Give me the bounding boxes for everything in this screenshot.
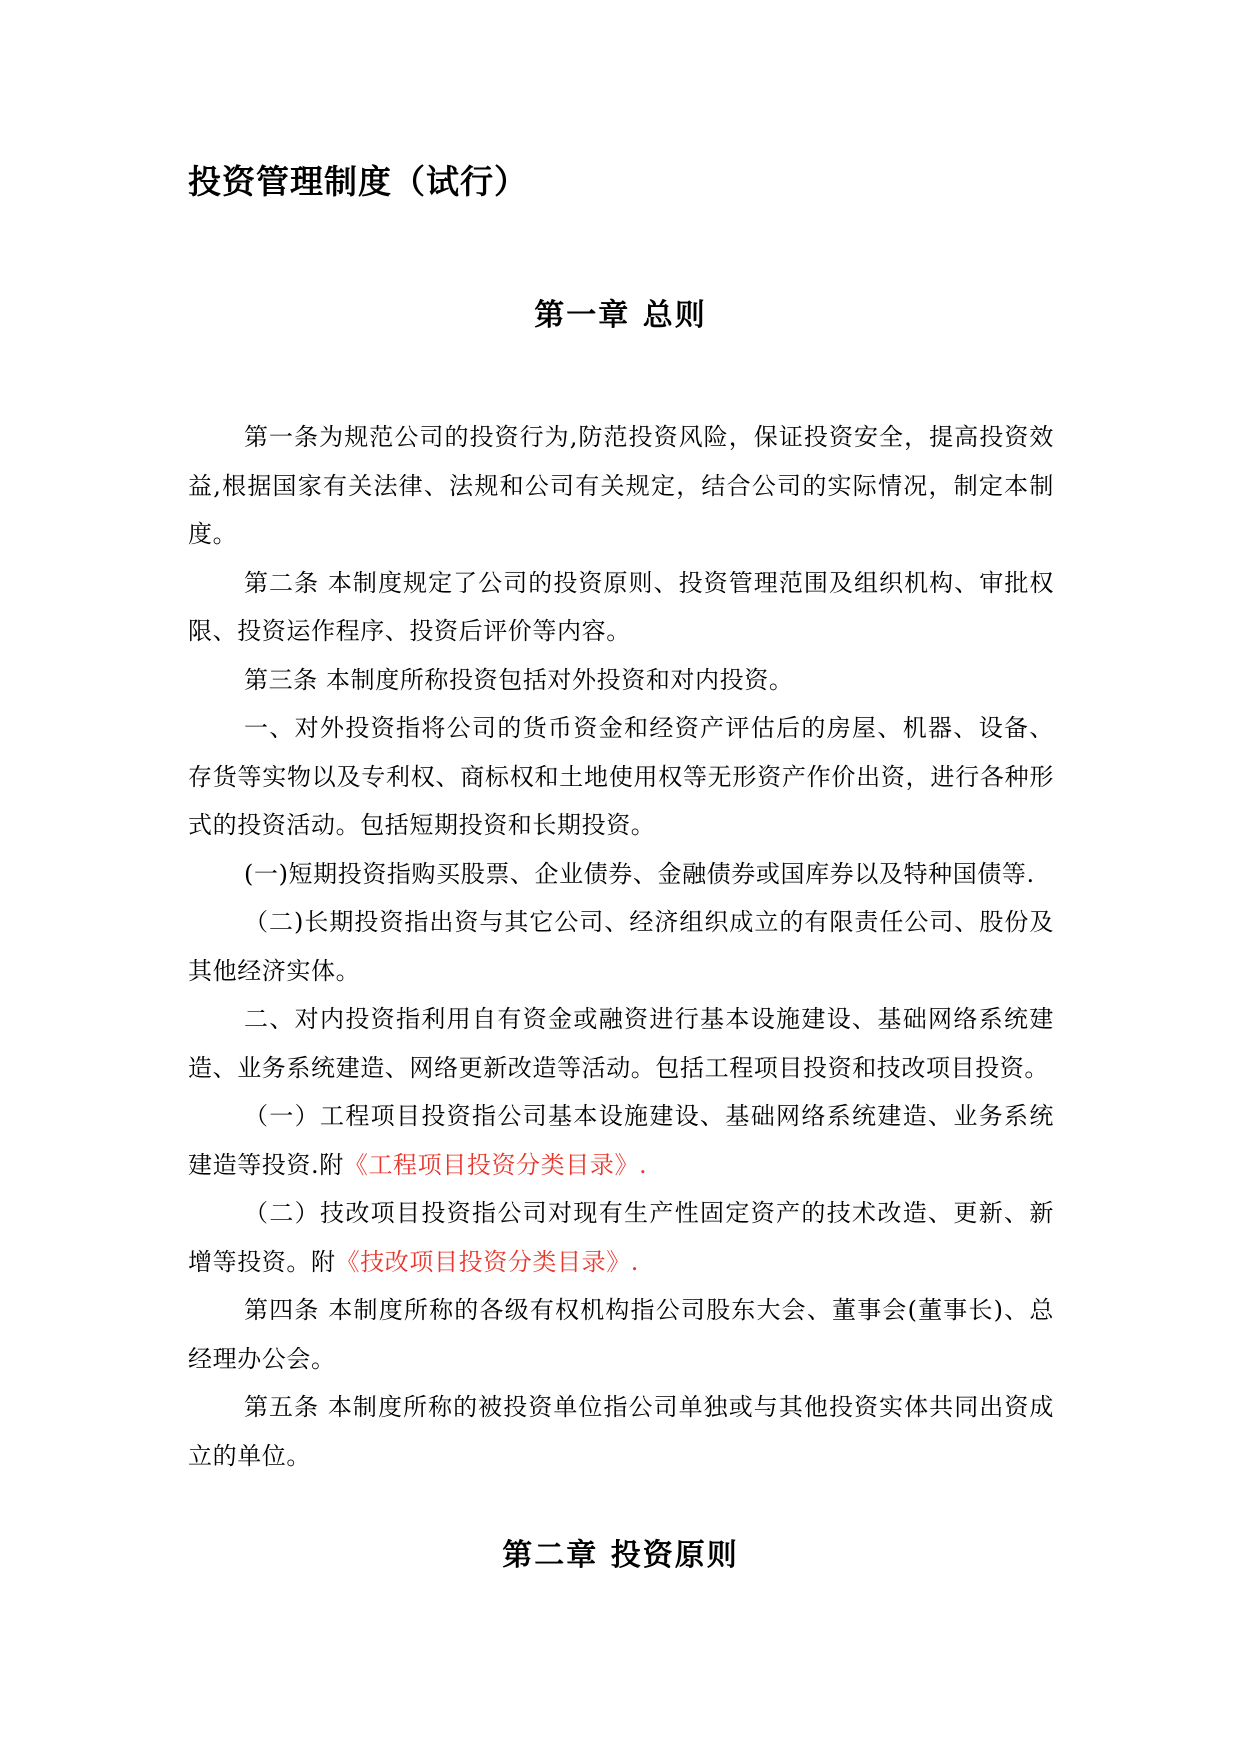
article-3-paragraph [188, 656, 1054, 705]
paragraph-text: （二)长期投资指出资与其它公司、经济组织成立的有限责任公司、股份及其他经济实体。 [188, 908, 1054, 985]
paragraph-text: 第一条为规范公司的投资行为,防范投资风险，保证投资安全，提高投资效益,根据国家有关法律、法规和公司有关规定，结合公司的实际情况，制定本制度。 [188, 423, 1054, 548]
paragraph-text: 一、对外投资指将公司的货币资金和经资产评估后的房屋、机器、设备、存货等实物以及专利权、商标权和土地使用权等无形资产作价出资，进行各种形式的投资活动。包括短期投资和长期投资。 [188, 714, 1054, 839]
article-4-paragraph [188, 1286, 1054, 1383]
tech-upgrade-project-paragraph [188, 1189, 1054, 1286]
paragraph-text: （一）工程项目投资指公司基本设施建设、基础网络系统建造、业务系统建造等投资.附 [188, 1102, 1054, 1179]
paragraph-text: 二、对内投资指利用自有资金或融资进行基本设施建设、基础网络系统建造、业务系统建造、网络更新改造等活动。包括工程项目投资和技改项目投资。 [188, 1005, 1054, 1082]
paragraph-text: (一)短期投资指购买股票、企业债券、金融债券或国库券以及特种国债等. [244, 859, 1035, 888]
external-investment-paragraph [188, 704, 1054, 850]
engineering-catalog-link[interactable]: 《工程项目投资分类目录》. [343, 1150, 648, 1179]
tech-upgrade-catalog-link[interactable]: 《技改项目投资分类目录》. [335, 1247, 640, 1276]
paragraph-text: （二）技改项目投资指公司对现有生产性固定资产的技术改造、更新、新增等投资。附 [188, 1199, 1054, 1276]
engineering-project-paragraph [188, 1092, 1054, 1189]
internal-investment-paragraph [188, 995, 1054, 1092]
article-5-paragraph [188, 1383, 1054, 1480]
chapter-1-body [188, 413, 1054, 1480]
long-term-investment-paragraph [188, 898, 1054, 995]
article-1-paragraph [188, 413, 1054, 559]
document-title: 投资管理制度（试行） [188, 162, 528, 201]
article-2-paragraph [188, 559, 1054, 656]
paragraph-text: 第五条 本制度所称的被投资单位指公司单独或与其他投资实体共同出资成立的单位。 [188, 1393, 1054, 1470]
paragraph-text: 第二条 本制度规定了公司的投资原则、投资管理范围及组织机构、审批权限、投资运作程序、投资后评价等内容。 [188, 568, 1054, 645]
chapter-1-heading: 第一章 总则 [534, 298, 707, 333]
paragraph-text: 第四条 本制度所称的各级有权机构指公司股东大会、董事会(董事长)、总经理办公会。 [188, 1296, 1054, 1373]
short-term-investment-paragraph [188, 850, 1054, 899]
paragraph-text: 第三条 本制度所称投资包括对外投资和对内投资。 [244, 665, 794, 694]
chapter-2-heading: 第二章 投资原则 [502, 1538, 739, 1573]
